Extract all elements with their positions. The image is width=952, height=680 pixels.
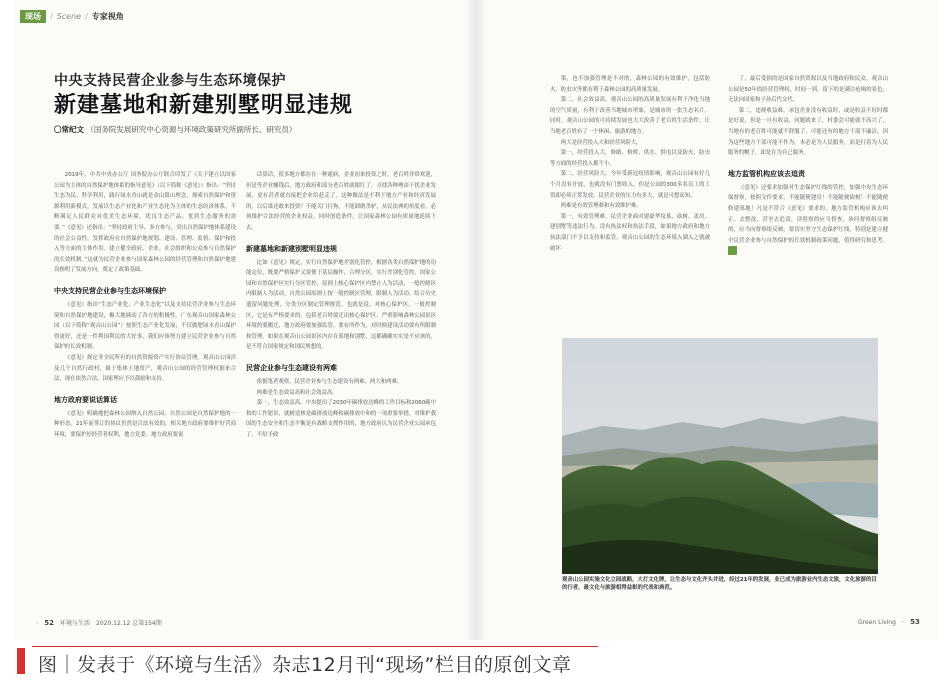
footer-magazine-en: Green Living [858, 618, 896, 626]
article-subtitle: 中央支持民营企业参与生态环境保护 [54, 73, 286, 89]
paragraph: 两难是生态效益高和社会效益高。 [256, 389, 338, 396]
section-heading: 地方监管机构应该去追责 [728, 169, 805, 178]
section-label: 现场 [20, 10, 46, 23]
footer-magazine: 环境与生活 [59, 620, 90, 627]
section-sub: Scene [56, 12, 82, 21]
column-left-1 [54, 170, 236, 440]
landscape-photo [562, 338, 878, 574]
byline [54, 124, 296, 135]
caption-bar [0, 640, 952, 680]
paragraph: 了，最后受损的是国家自然资源以及当地政府和民众。观音山公园是50年的经营管理权，时间一到，留下的是满目疮痍的景色，无法向国家和子孙后代交代。 [728, 76, 888, 104]
page-number-left: 52 [44, 618, 54, 627]
section-separator: / [50, 12, 53, 21]
paragraph: 第二，违规收益难。承包企业没有收益时，或是收益不好时都是好说，但是一旦有收益，问题就来了，村委会可能就不高兴了，当地有的老百姓可能就不舒服了，可能还有的地方干部不廉洁，因为这些地方干部可能不作为，本必是为人民服务，而是打着为人民服务的幌子，却是在为自己服务。 [728, 107, 888, 157]
section-heading: 中央支持民营企业参与生态环境保护 [54, 286, 166, 295]
paragraph: 比如《意见》规定，实行自然保护地差别化管控，根据各类自然保护地的功能定位，既要严格保护又要便于基层操作，合理分区，实行差别化管控，国家公园和自然保护区实行分区管控，原则上核心保护区内禁止人为活动，一般控制区内限制人为活动。自然公园原则上按一般控制区管理，限制人为活动。结合历史遗留问题处理，分类分区制定管理规范，也就是说，对核心保护区、一般控制区，它是有严格要求的，包括老百姓要迁出核心保护区、严重影响森林公园景区环境的要搬迁，地方政府要加强监管。要有所作为，对时候建设活动要有所限制和管理，如果在观音山公园景区内存在墓地和别墅，这都确确实实是不应该的，是不符合国家规定和国民规想的。 [246, 259, 436, 351]
paragraph: 第二，社会效益高。观音山公园的高质量发展有利于净化当地的空气质量，有利于改善当地城市形象，是城市的一张生态名片，同时，观音山公园的可持续发展也大大改善了老百姓生活条件，让当地老百姓有了一个休闲、旅游的地方。 [550, 97, 710, 135]
landscape-photo-illustration [562, 338, 878, 574]
footer-right [858, 618, 920, 626]
paragraph: 第二，经营风险大。今年受新冠疫情影响，观音山公园有好几个月没有开放，也就没有门票收入，但是公园的300多名员工的工资却必须正常发放，民营企业的压力有多大，就是可想而知。 [550, 171, 710, 199]
paragraph: 第一，有效管理难。民营企业面对建豪华坟墓、砍树、盖房、建别墅等违法行为，没有执法权和执法手段，如果地方政府和地方执法部门不予以支持和监管，观音山公园的生态环境入湖入之就被破坏 [550, 213, 710, 252]
caption-rule [32, 646, 598, 647]
author-name: 〇常纪文 [54, 125, 84, 134]
paragraph: 话算话，很多地方都存在一种通病，企业初来投资之时，老百姓非常欢迎，但是等企业赚钱后，地方政府和部分老百姓就眼红了，寻找各种理由干扰企业发展，更有甚者就直接把企业给赶走了，这种做法是不利于地方产业和经济发展的，以后谁还敢来投资？不能关门打狗，不能卸磨杀驴，从民法典的角度看，必须维护合法经营的企业权益，同时创造条件，让国家森林公园有质量地延续下去。 [246, 172, 436, 231]
paragraph: 2019年，中共中央办公厅 国务院办公厅联合印发了《关于建立以国家公园为主体的自然保护地体系的指导意见》（以下简称《意见》）指出：“坚持生态为民、科学利用，践行绿水青山就是金山银山理念，探索自然保护和资源利用新模式，发展以生态产业化和产业生态化为主体的生态经济体系，不断满足人民群众对优美生态环境、优良生态产品、优质生态服务的需要。”《意见》还指出：“坚持政府主导、多方参与，突出自然保护地体系建设的社会公益性，发挥政府在自然保护地规划、建设、管理、监督、保护和投入等方面的主体作用。建立健全政府、企业、社会组织和公众参与自然保护的长效机制。”这就为民营企业参与国家森林公园的经营管理和自然保护地建设指明了发展方向，奠定了政策基础。 [54, 172, 236, 274]
end-mark-icon: ✓ [728, 246, 737, 255]
footer-left [36, 618, 162, 627]
paragraph: 依据笔者观察，民营企业参与生态建设有两难、两大和两难。 [256, 378, 403, 385]
section-tag [20, 10, 124, 23]
section-heading: 新建墓地和新建别墅明显违规 [246, 244, 337, 253]
column-left-2 [246, 170, 436, 440]
paragraph: 第一，生态效益高。中央提出了2030年碳排放达峰的工作目标和2060碳中和的工作愿景，就树造林是碳排放达峰和碳排放中和的一项重要举措，对维护我国的生态安全和生态平衡是有战略支撑作用的，地方政府认为民营企业公园承包了，不给予政 [246, 400, 436, 438]
page-gutter [466, 0, 486, 640]
column-right-2 [728, 74, 888, 257]
paragraph: 《意见》规定非全民所有的自然资源资产实行协议管理。观音山公园涉及几个自然行政村，属于集体土地资产，观音山公园的经营管理权据来合法，现在依然合法，国家理应予以鼓励和支持。 [54, 354, 236, 383]
caption-text: 图｜发表于《环境与生活》杂志12月刊“现场”栏目的原创文章 [38, 654, 572, 676]
footer-mark-icon: · [901, 618, 905, 626]
column-right-1 [550, 74, 710, 254]
section-separator-2: / [85, 12, 88, 21]
footer-mark-icon: · [36, 618, 39, 627]
caption-red-mark [17, 648, 25, 674]
section-heading: 地方政府要说话算话 [54, 395, 117, 404]
paragraph: 第一，经营投入大，修路、修桥、供水、供电以及防火、防虫等方面的经营投入都不小。 [550, 150, 710, 167]
paragraph: 《意见》明确地把森林公园纳入自然公园，自然公园是自然保护地的一种形态。21年前签订的协议仍然是合法有效的，相关地方政府要维护好营商环境，要保护好经营者权利，地方党委、地方政府要说 [54, 410, 236, 438]
paragraph [728, 183, 888, 257]
article-title: 新建墓地和新建别墅明显违规 [54, 92, 354, 118]
paragraph-text: 《意见》还要求加强对生态保护红线的管控，加强中央生态环保督察，按照文件要求，不能随便建房！不能随便砍树！不能随便修建墓地！凡是不符合《意见》要求的，地方监管机构应该去纠正、去整改，甚至去追责，读督察的应当督查，该问督察组反映的，应当向督察组反映，要切实坚守生态保护红线，特别是建立健全民营企业参与自然保护的长效机制政策问题，值得研究和思考。 [728, 184, 888, 244]
paragraph: 两大是经营投入大和经营风险大。 [560, 139, 642, 146]
section-heading: 民营企业参与生态建设有两难 [246, 363, 337, 372]
page-number-right: 53 [910, 618, 920, 626]
paragraph: 《意见》指出“生态产业化、产业生态化”以及支持民营企业参与生态环境和自然保护地建设，极大地调动了各方的积极性。广东观音山国家森林公园（以下简称“观音山公园”）按照生态产业化发展，不仅做肥绿水青山保护得更好，还是一件利国利民的大好事，我们应该努力建立民营企业参与自然保护的长效机制。 [54, 301, 236, 351]
footer-issue: 2020.12.12 总第154期 [96, 620, 162, 627]
author-role: （国务院发展研究中心资源与环境政策研究所副所长、研究员） [86, 125, 297, 134]
section-category: 专家视角 [91, 12, 124, 21]
paragraph: 策，也不加强管理是不对的，森林公园的有效维护，包括防火、防虫灾等都有利于森林公园的高质量发展。 [550, 76, 710, 93]
paragraph: 两难是有效管理难和有效维护难。 [560, 203, 642, 210]
photo-caption: 观音山公园实施文化立园战略，大打文化牌，让生态与文化齐头并进，经过21年的发展，业已成为旅游业内生态文旅，文化旅游的目的行者，最文化与旅游相得益彰的代表和典范。 [562, 577, 877, 591]
